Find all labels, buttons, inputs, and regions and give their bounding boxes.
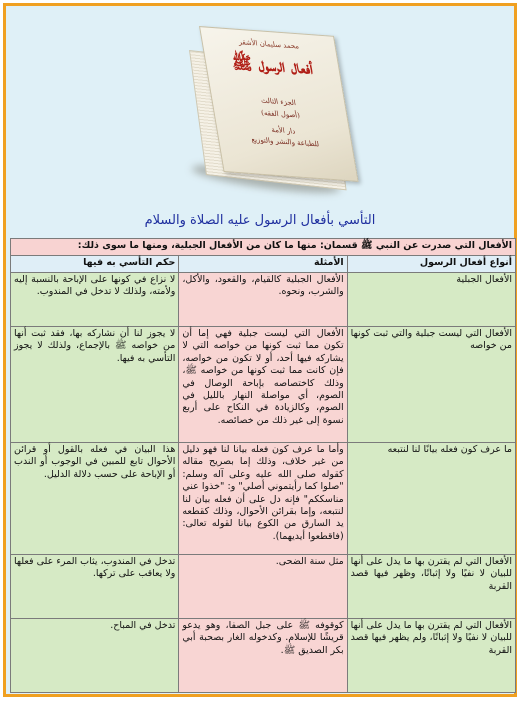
table-row: [11, 273, 516, 327]
row-ruling: لا نزاع في كونها على الإباحة بالنسبة إليه ولأمته، ولذلك لا تدخل في المندوب.: [11, 273, 179, 327]
row-ruling: تدخل في المباح.: [11, 619, 179, 693]
column-header-examples: الأمثلة: [179, 256, 347, 273]
row-ruling: هذا البيان في فعله بالقول أو قرائن الأحوال تابع للمبين في الوجوب أو الندب أو الإباحة على حسب دلالة الدليل.: [11, 443, 179, 555]
table-row: [11, 443, 516, 555]
row-example: الأفعال الجبلية كالقيام، والقعود، والأكل، والشرب، ونحوه.: [179, 273, 347, 327]
book-title: أفعال الرسول ﷺ: [230, 52, 315, 80]
column-header-type: أنواع أفعال الرسول: [347, 256, 515, 273]
row-ruling: لا يجوز لنا أن نشاركه بها، فقد ثبت أنها من خواصه ﷺ بالإجماع، ولذلك لا يجوز التأسي به فيها.: [11, 327, 179, 443]
row-example: الأفعال التي ليست جبلية فهي إما أن تكون مما ثبت كونها من خواصه التي لا يشاركه فيها أحد، أو لا تكون من خواصه، فإن كانت مما ثبت كونها من خواصه ﷺ، وذلك كاختصاصه بإباحة الوصال في الصوم، أي مواصلة النهار بالليل في الصوم، وكالزيادة في النكاح على أربع نسوة إلى غير ذلك من خصائصه.: [179, 327, 347, 443]
book-publisher: دار الأمة: [270, 125, 296, 136]
book-publisher-line2: للطباعة والنشر والتوزيع: [250, 135, 320, 149]
table-row: [11, 327, 516, 443]
row-type: الأفعال الجبلية: [347, 273, 515, 327]
row-ruling: تدخل في المندوب، يثاب المرء على فعلها ولا يعاقب على تركها.: [11, 555, 179, 619]
row-example: كوقوفه ﷺ على جبل الصفا، وهو يدعو قريشًا للإسلام. وكدخوله الغار بصحبة أبي بكر الصديق ﷺ.: [179, 619, 347, 693]
table-row: [11, 619, 516, 693]
column-header-ruling: حكم التأسي به فيها: [11, 256, 179, 273]
book-volume: الجزء الثالث: [260, 96, 297, 108]
book-author: محمد سليمان الأشقر: [237, 37, 300, 51]
intro-text: الأفعال التي صدرت عن النبي ﷺ قسمان: منها ما كان من الأفعال الجبلية، ومنها ما سوى ذلك:: [11, 239, 516, 256]
row-type: الأفعال التي لم يقترن بها ما يدل على أنها للبيان لا نفيًا ولا إثباتًا، ولم يظهر فيها قصد القربة: [347, 619, 515, 693]
header-row: [11, 256, 516, 273]
row-type: الأفعال التي لم يقترن بها ما يدل على أنها للبيان لا نفيًا ولا إثباتًا، وظهر فيها قصد القربة: [347, 555, 515, 619]
row-type: ما عرف كون فعله بيانًا لنا لنتبعه: [347, 443, 515, 555]
rulings-table: [10, 238, 516, 693]
row-type: الأفعال التي ليست جبلية والتي ثبت كونها من خواصه: [347, 327, 515, 443]
book-cover: [199, 26, 359, 182]
row-example: مثل سنة الضحى.: [179, 555, 347, 619]
book-image: [169, 20, 369, 206]
book-subtitle: (أصول الفقه): [260, 108, 301, 120]
row-example: وأما ما عرف كون فعله بيانا لنا فهو دليل من غير خلاف، وذلك إما بصريح مقاله كقوله صلى الله عليه وعلى آله وسلم: "صلوا كما رأيتموني أصلي" و: "خذوا عني مناسككم" فإنه دل على أن فعله بيان لنا لنتبعه، وإما بقرائن الأحوال، وذلك كقطعه يد السارق من الكوع بيانا لقوله تعالى: (فاقطعوا أيديهما).: [179, 443, 347, 555]
page-heading: التأسي بأفعال الرسول عليه الصلاة والسلام: [144, 213, 376, 228]
intro-row: [11, 239, 516, 256]
table-row: [11, 555, 516, 619]
page-frame: [3, 3, 517, 697]
